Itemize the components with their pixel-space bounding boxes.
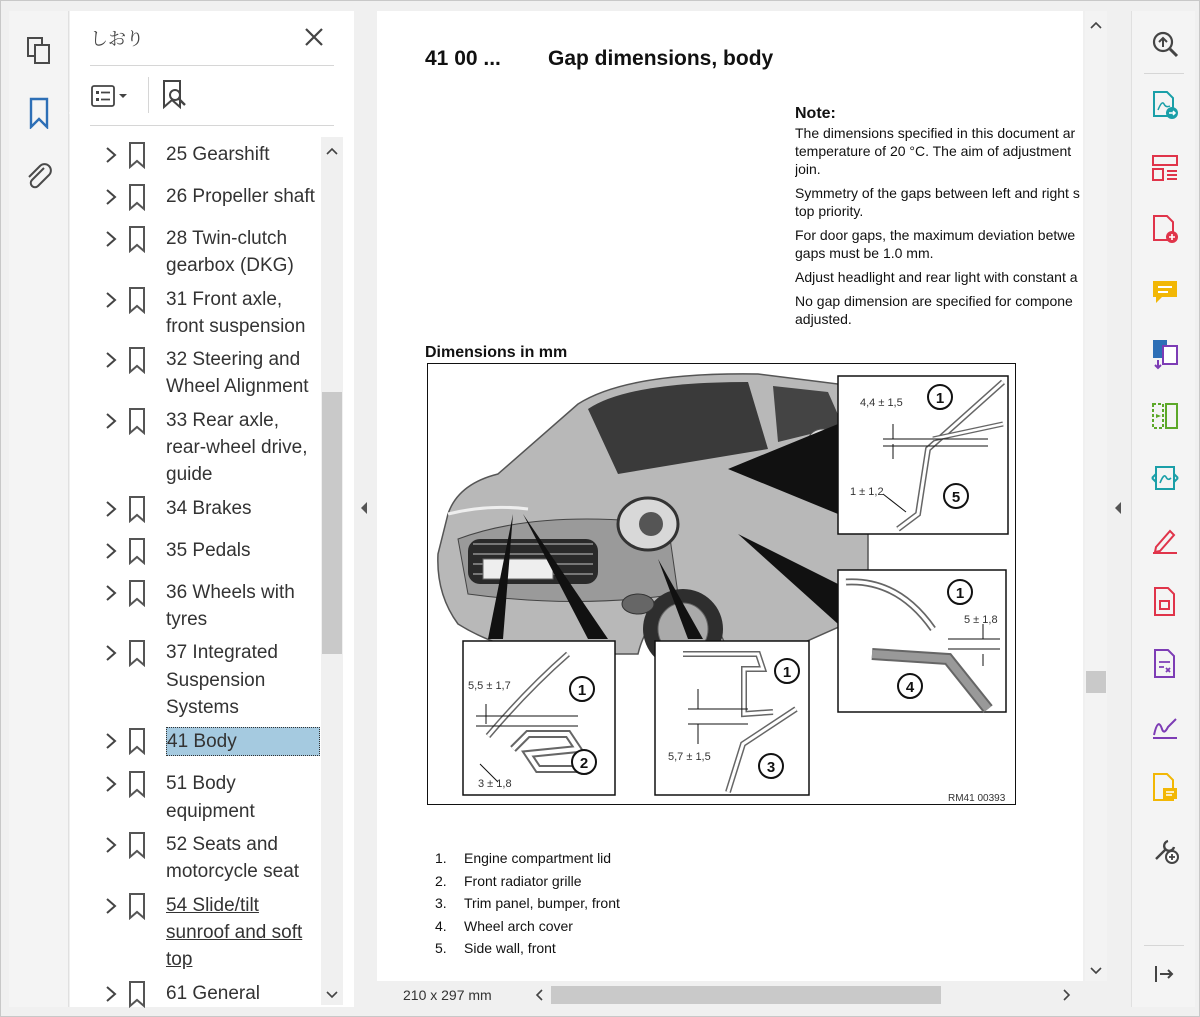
- attachments-icon[interactable]: [23, 161, 55, 193]
- close-panel-button[interactable]: [302, 25, 326, 49]
- bookmark-list: [100, 141, 322, 1008]
- navigation-rail: [9, 11, 69, 1007]
- scroll-up-button[interactable]: [1085, 15, 1107, 35]
- note-line: top priority.: [795, 203, 864, 219]
- legend-number: 2.: [435, 872, 447, 889]
- legend-number: 4.: [435, 917, 447, 934]
- bookmark-label: 32 Steering and Wheel Alignment: [166, 349, 309, 398]
- scroll-left-button[interactable]: [529, 985, 549, 1005]
- create-pdf-icon[interactable]: [1148, 213, 1182, 247]
- bookmark-label: 31 Front axle, front suspension: [166, 288, 306, 337]
- chevron-right-icon[interactable]: [100, 288, 122, 312]
- legend-item: [435, 870, 620, 893]
- legend-number: 1.: [435, 850, 447, 866]
- close-icon: [302, 25, 326, 49]
- bookmark-item[interactable]: [100, 980, 322, 1008]
- bookmark-item[interactable]: [100, 727, 322, 756]
- bookmark-item[interactable]: [100, 407, 322, 489]
- section-number: 41 00 ...: [425, 47, 501, 70]
- divider: [90, 125, 334, 126]
- figure-caption: Dimensions in mm: [425, 344, 568, 361]
- chevron-right-icon[interactable]: [100, 729, 122, 753]
- chevron-right-icon[interactable]: [100, 641, 122, 665]
- bookmark-item[interactable]: [100, 770, 322, 825]
- divider: [148, 77, 149, 113]
- more-tools-icon[interactable]: [1148, 833, 1182, 867]
- bookmark-icon: [124, 980, 150, 1008]
- svg-text:1: 1: [782, 664, 792, 681]
- bookmark-search-icon: [160, 79, 190, 111]
- document-viewer[interactable]: [377, 11, 1083, 981]
- dim-label: 4,4 ± 1,5: [860, 397, 903, 409]
- fill-sign-icon[interactable]: [1148, 523, 1182, 557]
- bookmark-label: 61 General: [166, 982, 261, 1004]
- protect-icon[interactable]: [1148, 585, 1182, 619]
- scroll-thumb[interactable]: [551, 986, 941, 1004]
- bookmark-icon: [124, 183, 150, 211]
- figure-code: RM41 00393: [948, 793, 1006, 804]
- scroll-up-button[interactable]: [321, 141, 343, 161]
- dim-label: 3 ± 1,8: [478, 778, 512, 790]
- send-comments-icon[interactable]: [1148, 771, 1182, 805]
- divider: [90, 65, 334, 66]
- export-image-icon[interactable]: [1148, 461, 1182, 495]
- bookmark-item[interactable]: [100, 346, 322, 401]
- legend-text: Side wall, front: [464, 940, 556, 957]
- legend-text: Engine compartment lid: [464, 850, 612, 866]
- comment-icon[interactable]: [1148, 275, 1182, 309]
- bookmark-item[interactable]: [100, 831, 322, 886]
- bookmark-label: 34 Brakes: [166, 497, 252, 519]
- chevron-up-icon: [326, 147, 338, 155]
- bookmark-label: 33 Rear axle, rear-wheel drive, guide: [166, 409, 308, 486]
- bookmark-label: 37 Integrated Suspension Systems: [166, 642, 278, 718]
- bookmark-item[interactable]: [100, 141, 322, 169]
- note-block: [795, 105, 1083, 334]
- svg-text:1: 1: [935, 390, 945, 407]
- zoom-icon[interactable]: [1148, 27, 1182, 61]
- gap-dimensions-figure: [427, 363, 1016, 805]
- bookmark-label: 26 Propeller shaft: [166, 186, 315, 207]
- bookmark-item[interactable]: [100, 286, 322, 341]
- bookmarks-icon[interactable]: [23, 97, 55, 129]
- note-line: Symmetry of the gaps between left and right s: [795, 185, 1080, 201]
- collapse-right-panel-button[interactable]: [1111, 497, 1125, 519]
- bookmark-icon: [124, 225, 150, 253]
- chevron-right-icon[interactable]: [100, 833, 122, 857]
- chevron-left-icon: [535, 989, 543, 1001]
- svg-text:1: 1: [577, 682, 587, 699]
- bookmark-icon: [124, 831, 150, 859]
- bookmark-item[interactable]: [100, 639, 322, 721]
- dim-label: 5,7 ± 1,5: [668, 751, 711, 763]
- legend-item: [435, 937, 620, 960]
- bookmark-label: 41 Body: [166, 727, 320, 756]
- parts-legend: [435, 847, 620, 960]
- legend-text: Front radiator grille: [464, 872, 582, 889]
- note-line: No gap dimension are specified for compone: [795, 293, 1073, 309]
- bookmark-item[interactable]: [100, 225, 322, 280]
- chevron-right-icon[interactable]: [100, 772, 122, 796]
- dim-label: 5,5 ± 1,7: [468, 680, 511, 692]
- status-bar: [377, 983, 1107, 1007]
- chevron-right-icon[interactable]: [100, 185, 122, 209]
- bookmark-label: 51 Body equipment: [166, 773, 255, 822]
- chevron-right-icon[interactable]: [100, 894, 122, 918]
- export-pdf-icon[interactable]: [1148, 89, 1182, 123]
- chevron-right-icon[interactable]: [100, 143, 122, 167]
- chevron-right-icon[interactable]: [100, 982, 122, 1006]
- bookmark-scrollbar[interactable]: [321, 137, 343, 1005]
- scroll-right-button[interactable]: [1057, 985, 1077, 1005]
- bookmark-icon: [124, 141, 150, 169]
- bookmark-label: 54 Slide/tilt sunroof and soft top: [166, 894, 303, 971]
- signature-icon[interactable]: [1148, 709, 1182, 743]
- svg-text:4: 4: [905, 679, 915, 696]
- dim-label: 1 ± 1,2: [850, 486, 884, 498]
- svg-text:1: 1: [955, 585, 965, 602]
- bookmark-label: 35 Pedals: [166, 539, 251, 561]
- chevron-down-icon: [1090, 967, 1102, 975]
- legend-item: [435, 892, 620, 915]
- note-line: The dimensions specified in this document ar: [795, 125, 1076, 141]
- organize-pages-icon[interactable]: [1148, 151, 1182, 185]
- chevron-right-icon[interactable]: [100, 348, 122, 372]
- bookmark-icon: [124, 639, 150, 667]
- bookmark-icon: [124, 286, 150, 314]
- bookmark-label: 25 Gearshift: [166, 144, 270, 165]
- bookmark-item[interactable]: [100, 892, 322, 974]
- note-line: temperature of 20 °C. The aim of adjustment: [795, 143, 1072, 159]
- note-line: gaps must be 1.0 mm.: [795, 245, 934, 261]
- redact-icon[interactable]: [1148, 647, 1182, 681]
- legend-item: [435, 915, 620, 938]
- note-line: join.: [795, 161, 821, 177]
- bookmark-icon: [124, 346, 150, 374]
- note-line: adjusted.: [795, 311, 852, 327]
- panel-title: しおり: [90, 29, 144, 49]
- note-line: For door gaps, the maximum deviation betwe: [795, 227, 1076, 243]
- legend-text: Wheel arch cover: [464, 917, 573, 934]
- legend-number: 5.: [435, 940, 447, 957]
- svg-text:3: 3: [766, 759, 776, 776]
- divider: [1144, 73, 1184, 74]
- bookmark-label: 28 Twin-clutch gearbox (DKG): [166, 228, 294, 277]
- chevron-right-icon: [1063, 989, 1071, 1001]
- document-scrollbar[interactable]: [1085, 11, 1107, 981]
- page-thumbnails-icon[interactable]: [23, 35, 55, 67]
- svg-text:5: 5: [951, 489, 961, 506]
- note-heading: Note:: [795, 105, 836, 122]
- chevron-right-icon[interactable]: [100, 497, 122, 521]
- bookmark-icon: [124, 537, 150, 565]
- legend-number: 3.: [435, 895, 447, 912]
- divider: [1144, 945, 1184, 946]
- collapse-tools-icon[interactable]: [1148, 957, 1182, 991]
- bookmark-options-button[interactable]: [90, 81, 136, 111]
- bookmark-item[interactable]: [100, 537, 322, 565]
- scroll-down-button[interactable]: [1085, 961, 1107, 981]
- collapse-left-panel-button[interactable]: [357, 497, 371, 519]
- bookmark-label: 36 Wheels with tyres: [166, 581, 295, 630]
- tools-rail: [1131, 11, 1195, 1007]
- bookmark-icon: [124, 892, 150, 920]
- dim-label: 5 ± 1,8: [964, 614, 998, 626]
- chevron-right-icon[interactable]: [100, 539, 122, 563]
- scroll-thumb[interactable]: [1086, 671, 1106, 693]
- legend-item: [435, 847, 620, 870]
- section-title: Gap dimensions, body: [548, 47, 774, 70]
- chevron-up-icon: [1090, 21, 1102, 29]
- bookmarks-panel: [70, 11, 354, 1007]
- list-options-icon: [90, 84, 116, 108]
- compare-files-icon[interactable]: [1148, 399, 1182, 433]
- bookmark-icon: [124, 579, 150, 607]
- scroll-down-button[interactable]: [321, 985, 343, 1005]
- bookmark-icon: [124, 770, 150, 798]
- chevron-right-icon[interactable]: [100, 227, 122, 251]
- bookmark-icon: [124, 407, 150, 435]
- bookmark-item[interactable]: [100, 495, 322, 523]
- find-bookmark-button[interactable]: [160, 79, 190, 111]
- legend-text: Trim panel, bumper, front: [464, 895, 620, 912]
- combine-files-icon[interactable]: [1148, 337, 1182, 371]
- triangle-left-icon: [1111, 497, 1125, 519]
- page-title: [425, 47, 773, 71]
- bookmark-icon: [124, 727, 150, 755]
- scroll-thumb[interactable]: [322, 392, 342, 654]
- chevron-down-icon: [326, 991, 338, 999]
- triangle-left-icon: [357, 497, 371, 519]
- svg-text:2: 2: [579, 755, 589, 772]
- bookmark-label: 52 Seats and motorcycle seat: [166, 834, 300, 883]
- bookmark-icon: [124, 495, 150, 523]
- bookmark-item[interactable]: [100, 579, 322, 634]
- horizontal-scrollbar[interactable]: [525, 985, 1079, 1005]
- chevron-right-icon[interactable]: [100, 581, 122, 605]
- note-line: Adjust headlight and rear light with constant a: [795, 269, 1078, 285]
- chevron-down-icon: [116, 91, 130, 101]
- bookmark-item[interactable]: [100, 183, 322, 211]
- page-size-readout: 210 x 297 mm: [403, 987, 492, 1003]
- chevron-right-icon[interactable]: [100, 409, 122, 433]
